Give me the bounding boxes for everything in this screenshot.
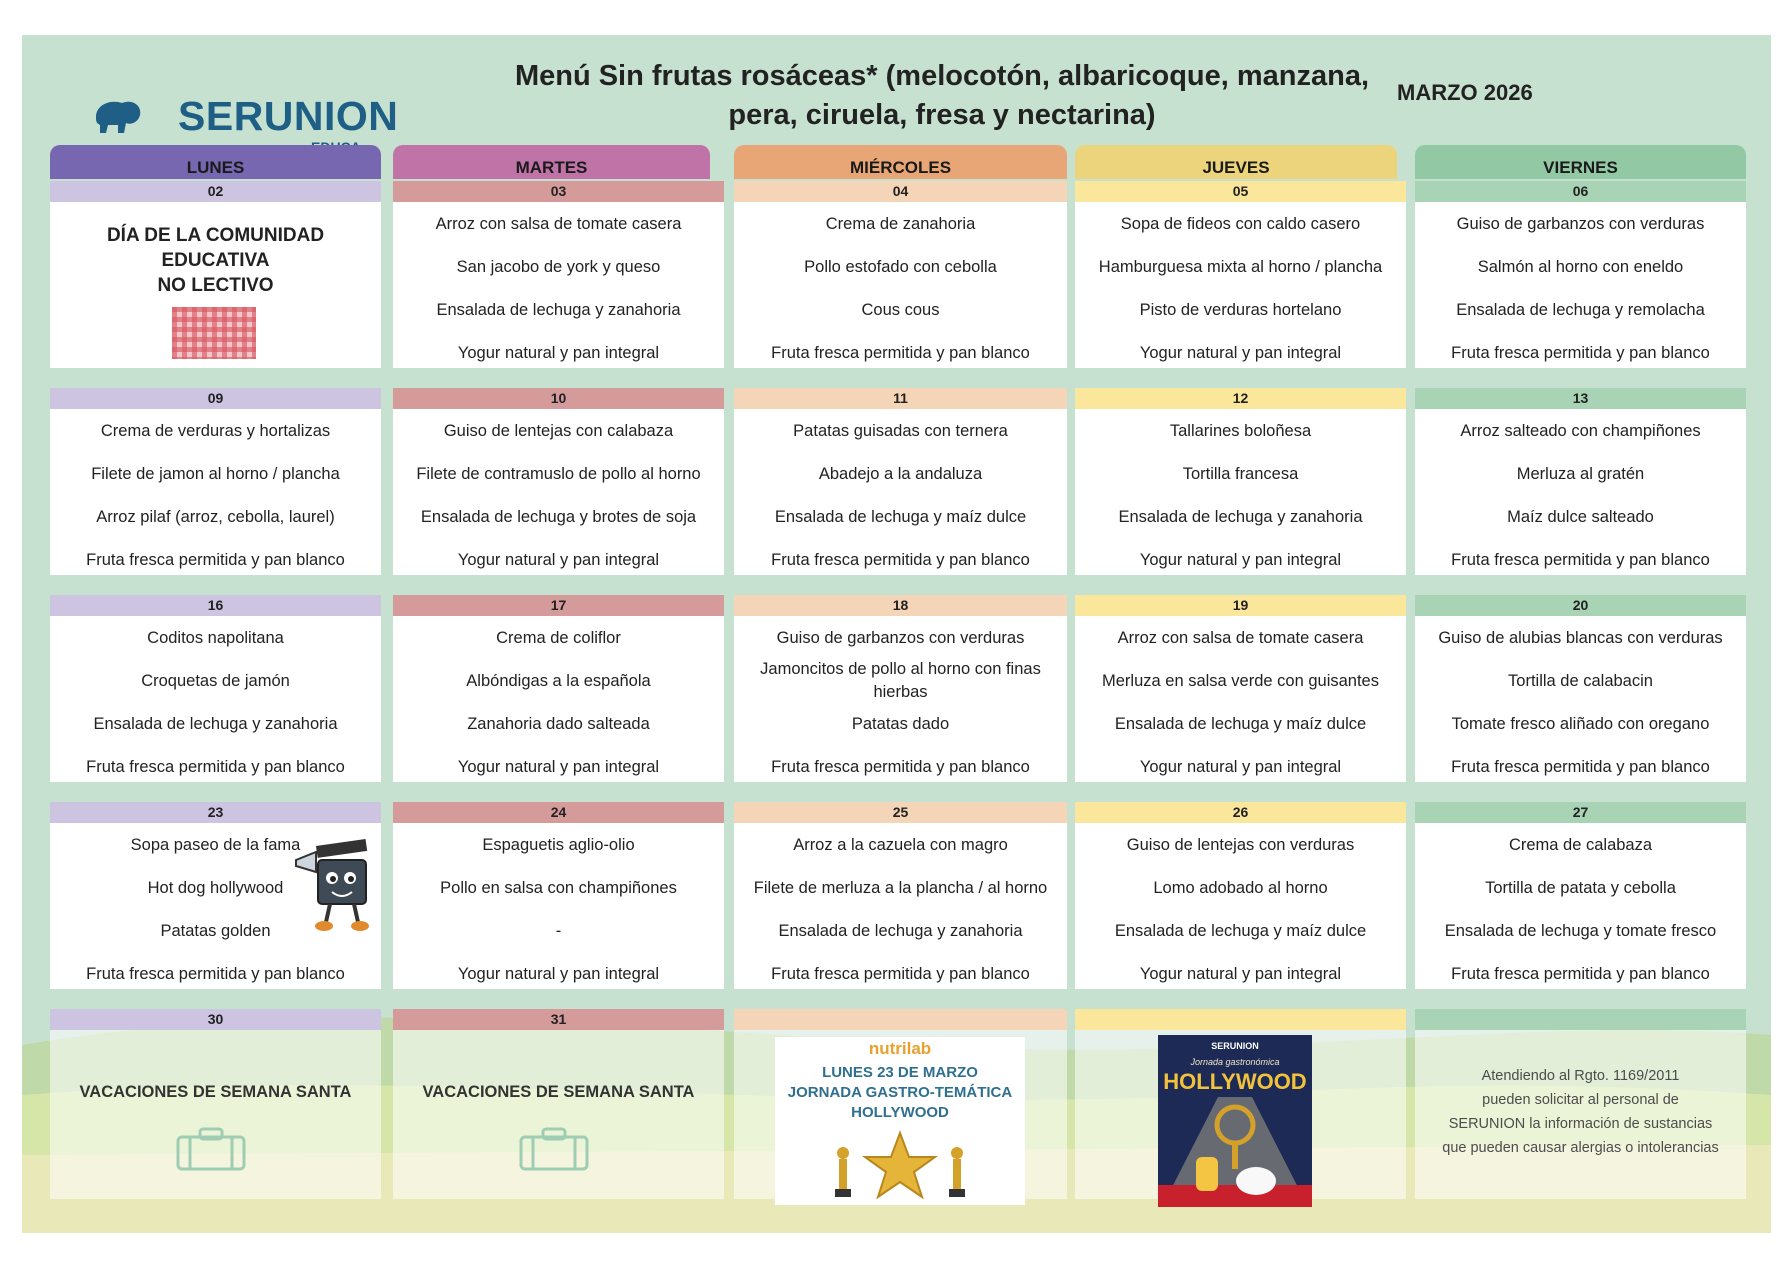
promo-line: LUNES 23 DE MARZO [822,1064,978,1081]
bison-icon [92,97,144,137]
dish-side: Ensalada de lechuga y zanahoria [778,922,1023,940]
dish-second-course: Filete de jamon al horno / plancha [91,465,340,483]
day-header-jueves: JUEVES [1075,145,1397,179]
day-cell [1075,802,1406,989]
dish-side: Patatas dado [851,715,950,733]
day-cell [50,388,381,575]
day-number: 19 [1075,595,1406,616]
dish-second-course: Merluza al gratén [1516,465,1645,483]
special-line: EDUCATIVA [161,250,270,271]
dish-dessert: Fruta fresca permitida y pan blanco [771,551,1030,569]
holiday-label: VACACIONES DE SEMANA SANTA [79,1083,352,1101]
holiday-label: VACACIONES DE SEMANA SANTA [422,1083,695,1101]
day-number: 13 [1415,388,1746,409]
special-line: DÍA DE LA COMUNIDAD [106,225,325,246]
day-cell [734,388,1067,575]
day-number: 31 [393,1009,724,1030]
dish-dessert: Yogur natural y pan integral [1139,344,1342,362]
red-carpet-illustration [1158,1097,1312,1207]
dish-first-course: Crema de coliflor [496,629,621,647]
day-number: 04 [734,181,1067,202]
day-number-empty [1075,1009,1406,1030]
holiday-cell [50,1009,381,1199]
notice-line: que pueden causar alergias o intolerancias [1442,1140,1719,1156]
dish-first-course: Guiso de garbanzos con verduras [1456,215,1705,233]
day-cell [50,802,381,989]
day-cell [50,181,381,368]
dish-first-course: Guiso de garbanzos con verduras [776,629,1025,647]
title-line-2: pera, ciruela, fresa y nectarina) [728,99,1156,131]
special-day-note [50,223,381,298]
notice-line: SERUNION la información de sustancias [1448,1116,1713,1132]
day-cell [1415,595,1746,782]
day-number: 20 [1415,595,1746,616]
dish-second-course: Pollo estofado con cebolla [804,258,997,276]
movie-clapper-mascot-icon [290,838,378,932]
day-cell [393,388,724,575]
day-cell [734,181,1067,368]
dish-dessert: Fruta fresca permitida y pan blanco [1451,965,1710,983]
dish-dessert: Yogur natural y pan integral [457,965,660,983]
day-number: 11 [734,388,1067,409]
day-cell [734,802,1067,989]
dish-first-course: Espaguetis aglio-olio [482,836,635,854]
dish-first-course: Coditos napolitana [147,629,284,647]
dish-second-course: Jamoncitos de pollo al horno con finas hierbas [760,660,1041,701]
day-number: 12 [1075,388,1406,409]
dish-second-course: Albóndigas a la española [466,672,651,690]
day-cell [1415,802,1746,989]
dish-second-course: San jacobo de york y queso [456,258,661,276]
dish-first-course: Crema de zanahoria [825,215,976,233]
day-cell [734,595,1067,782]
day-number: 25 [734,802,1067,823]
suitcase-icon [176,1127,246,1171]
dish-dessert: Fruta fresca permitida y pan blanco [86,965,345,983]
dish-first-course: Arroz con salsa de tomate casera [435,215,682,233]
dish-dessert: Fruta fresca permitida y pan blanco [1451,758,1710,776]
dish-dessert: Yogur natural y pan integral [1139,965,1342,983]
day-cell [1075,388,1406,575]
dish-side: Tomate fresco aliñado con oregano [1451,715,1710,733]
dish-side: Ensalada de lechuga y zanahoria [436,301,681,319]
dish-first-course: Arroz salteado con champiñones [1460,422,1701,440]
day-cell [1075,595,1406,782]
day-number: 30 [50,1009,381,1030]
dish-side: Ensalada de lechuga y remolacha [1456,301,1705,319]
suitcase-icon [519,1127,589,1171]
day-cell [1415,388,1746,575]
dish-side: Pisto de verduras hortelano [1139,301,1342,319]
dish-first-course: Arroz a la cazuela con magro [793,836,1008,854]
day-number-empty [1415,1009,1746,1030]
day-number: 05 [1075,181,1406,202]
dish-first-course: Crema de calabaza [1508,836,1653,854]
day-number: 27 [1415,802,1746,823]
promo-line: HOLLYWOOD [851,1104,949,1121]
dish-first-course: Patatas guisadas con ternera [793,422,1008,440]
dish-dessert: Fruta fresca permitida y pan blanco [771,758,1030,776]
month-label: MARZO 2026 [1397,80,1533,105]
dish-side: Ensalada de lechuga y zanahoria [93,715,338,733]
dish-first-course: Sopa de fideos con caldo casero [1120,215,1361,233]
promo-poster [775,1037,1025,1205]
day-number: 02 [50,181,381,202]
tablecloth-icon [172,307,256,359]
dish-dessert: Yogur natural y pan integral [457,344,660,362]
day-number: 10 [393,388,724,409]
dish-dessert: Yogur natural y pan integral [1139,551,1342,569]
star-awards-icon [835,1129,965,1199]
menu-frame [22,35,1771,1233]
dish-second-course: Hot dog hollywood [147,879,284,897]
dish-side: Ensalada de lechuga y maíz dulce [1114,715,1367,733]
dish-first-course: Guiso de lentejas con verduras [1126,836,1355,854]
dish-second-course: Tortilla de calabacin [1508,672,1653,690]
promo-cell [734,1009,1067,1199]
notice-line: Atendiendo al Rgto. 1169/2011 [1481,1068,1680,1084]
dish-second-course: Abadejo a la andaluza [818,465,983,483]
day-number-empty [734,1009,1067,1030]
dish-second-course: Filete de merluza a la plancha / al horno [753,879,1048,897]
dish-second-course: Salmón al horno con eneldo [1477,258,1684,276]
dish-second-course: Pollo en salsa con champiñones [440,879,677,897]
dish-dessert: Yogur natural y pan integral [457,551,660,569]
day-cell [50,595,381,782]
day-header-lunes: LUNES [50,145,381,179]
dish-dessert: Fruta fresca permitida y pan blanco [86,551,345,569]
dish-side: Ensalada de lechuga y zanahoria [1118,508,1363,526]
promo-text [775,1063,1025,1123]
day-cell [1415,181,1746,368]
poster-title: HOLLYWOOD [1163,1069,1307,1094]
dish-side: Ensalada de lechuga y tomate fresco [1444,922,1717,940]
dish-second-course: Tortilla de patata y cebolla [1485,879,1676,897]
special-line: NO LECTIVO [157,275,274,296]
dish-dessert: Yogur natural y pan integral [457,758,660,776]
day-number: 18 [734,595,1067,616]
day-number: 24 [393,802,724,823]
dish-dessert: Fruta fresca permitida y pan blanco [1451,344,1710,362]
poster-subtitle: Jornada gastronómica [1190,1057,1280,1067]
day-cell [1075,181,1406,368]
dish-side: Zanahoria dado salteada [467,715,650,733]
dish-second-course: Filete de contramuslo de pollo al horno [416,465,701,483]
dish-side: Ensalada de lechuga y maíz dulce [1114,922,1367,940]
dish-dessert: Fruta fresca permitida y pan blanco [771,965,1030,983]
hollywood-poster [1158,1035,1312,1207]
day-number: 17 [393,595,724,616]
dish-side: Cous cous [861,301,940,319]
dish-second-course: Hamburguesa mixta al horno / plancha [1098,258,1383,276]
day-header-martes: MARTES [393,145,710,179]
day-number: 09 [50,388,381,409]
dish-dessert: Yogur natural y pan integral [1139,758,1342,776]
poster-cell [1075,1009,1406,1199]
day-number: 23 [50,802,381,823]
dish-first-course: Guiso de lentejas con calabaza [443,422,674,440]
day-cell [393,802,724,989]
dish-second-course: Tortilla francesa [1182,465,1299,483]
allergen-notice-cell [1415,1009,1746,1199]
day-number: 26 [1075,802,1406,823]
day-number: 06 [1415,181,1746,202]
day-cell [393,595,724,782]
page-title [442,57,1442,135]
day-cell [393,181,724,368]
nutrilab-logo: nutrilab [868,1039,932,1058]
dish-dessert: Fruta fresca permitida y pan blanco [771,344,1030,362]
dish-side: Patatas golden [160,922,271,940]
dish-side: Ensalada de lechuga y maíz dulce [774,508,1027,526]
day-number: 16 [50,595,381,616]
dish-dessert: Fruta fresca permitida y pan blanco [86,758,345,776]
title-line-1: Menú Sin frutas rosáceas* (melocotón, albaricoque, manzana, [514,60,1370,92]
dish-side: Arroz pilaf (arroz, cebolla, laurel) [96,508,335,526]
dish-side: Maíz dulce salteado [1507,508,1654,526]
promo-line: JORNADA GASTRO-TEMÁTICA [787,1084,1013,1101]
dish-first-course: Arroz con salsa de tomate casera [1117,629,1364,647]
dish-dessert: Fruta fresca permitida y pan blanco [1451,551,1710,569]
dish-side: Ensalada de lechuga y brotes de soja [420,508,697,526]
dish-side: - [555,922,562,940]
dish-first-course: Crema de verduras y hortalizas [100,422,331,440]
holiday-cell [393,1009,724,1199]
allergen-notice [1415,1064,1746,1160]
day-header-miercoles: MIÉRCOLES [734,145,1067,179]
dish-second-course: Croquetas de jamón [141,672,290,690]
notice-line: pueden solicitar al personal de [1482,1092,1679,1108]
poster-brand: SERUNION [1211,1041,1259,1051]
dish-first-course: Sopa paseo de la fama [130,836,301,854]
day-header-viernes: VIERNES [1415,145,1746,179]
brand-name: SERUNION [178,93,399,139]
dish-second-course: Lomo adobado al horno [1153,879,1328,897]
dish-first-course: Guiso de alubias blancas con verduras [1438,629,1723,647]
dish-second-course: Merluza en salsa verde con guisantes [1102,672,1379,690]
dish-first-course: Tallarines boloñesa [1169,422,1312,440]
day-number: 03 [393,181,724,202]
